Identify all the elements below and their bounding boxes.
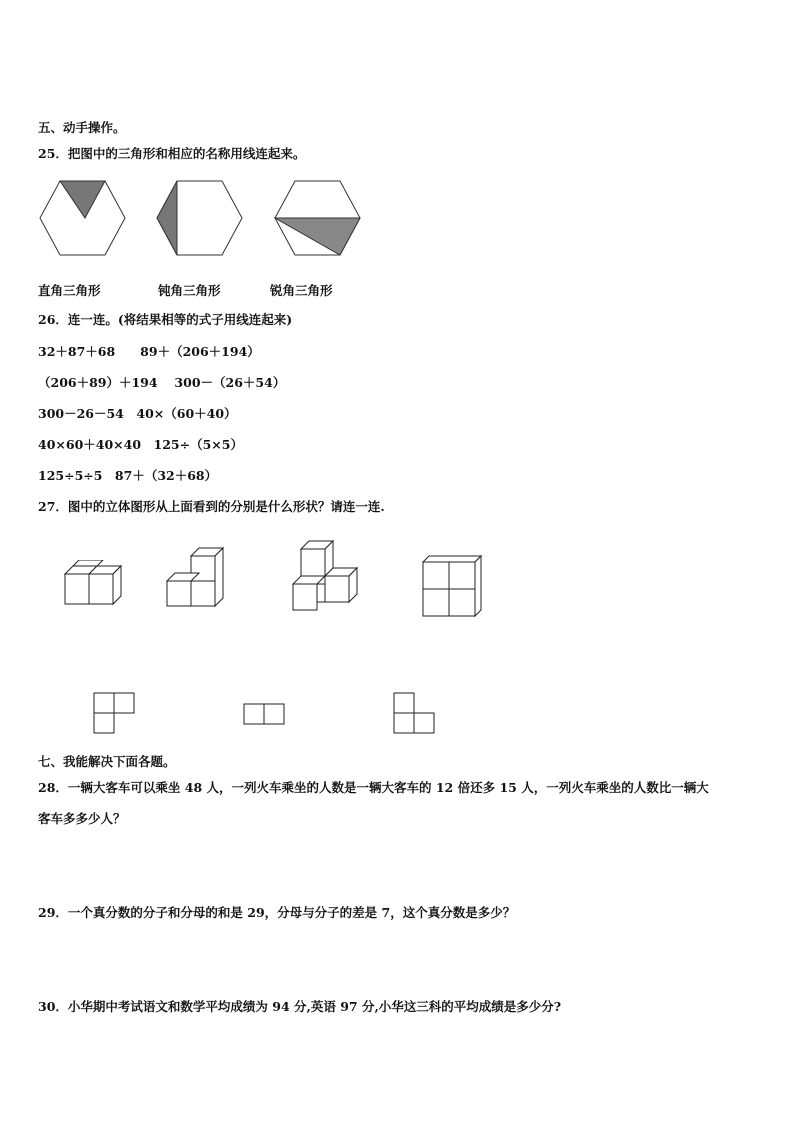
question-26-text: 26．连一连。(将结果相等的式子用线连起来) bbox=[38, 312, 293, 327]
expression-row-5: 125÷5÷5 87＋（32＋68） bbox=[38, 468, 218, 483]
label-acute-triangle: 锐角三角形 bbox=[270, 283, 333, 298]
label-right-triangle: 直角三角形 bbox=[38, 283, 101, 298]
hexagon-figure-acute-triangle bbox=[273, 178, 363, 258]
top-view-3 bbox=[393, 692, 437, 736]
question-30-text: 30．小华期中考试语文和数学平均成绩为 94 分,英语 97 分,小华这三科的平均成绩是多少分? bbox=[38, 999, 562, 1014]
top-view-2 bbox=[243, 703, 287, 727]
solid-figure-1 bbox=[62, 560, 128, 608]
hexagon-figure-obtuse-triangle bbox=[155, 178, 245, 258]
top-view-1 bbox=[93, 692, 137, 736]
section-7-heading: 七、我能解决下面各题。 bbox=[38, 754, 176, 769]
question-27-text: 27．图中的立体图形从上面看到的分别是什么形状？请连一连. bbox=[38, 499, 385, 514]
solid-figure-3 bbox=[290, 540, 364, 612]
expression-row-4: 40×60＋40×40 125÷（5×5） bbox=[38, 437, 243, 452]
hexagon-figure-right-triangle bbox=[38, 178, 128, 258]
question-29-text: 29．一个真分数的分子和分母的和是 29，分母与分子的差是 7，这个真分数是多少？ bbox=[38, 905, 516, 920]
question-28-line-1: 28．一辆大客车可以乘坐 48 人，一列火车乘坐的人数是一辆大客车的 12 倍还多 15 人，一列火车乘坐的人数比一辆大 bbox=[38, 780, 709, 795]
expression-row-3: 300－26－54 40×（60＋40） bbox=[38, 406, 237, 421]
solid-figure-2 bbox=[164, 546, 230, 610]
section-5-heading: 五、动手操作。 bbox=[38, 120, 126, 135]
label-obtuse-triangle: 钝角三角形 bbox=[158, 283, 221, 298]
question-28-line-2: 客车多多少人？ bbox=[38, 811, 126, 826]
solid-figure-4 bbox=[420, 552, 486, 618]
expression-row-2: （206＋89）＋194 300－（26＋54） bbox=[38, 375, 286, 390]
question-25-text: 25．把图中的三角形和相应的名称用线连起来。 bbox=[38, 146, 306, 161]
expression-row-1: 32＋87＋68 89＋（206＋194） bbox=[38, 344, 260, 359]
